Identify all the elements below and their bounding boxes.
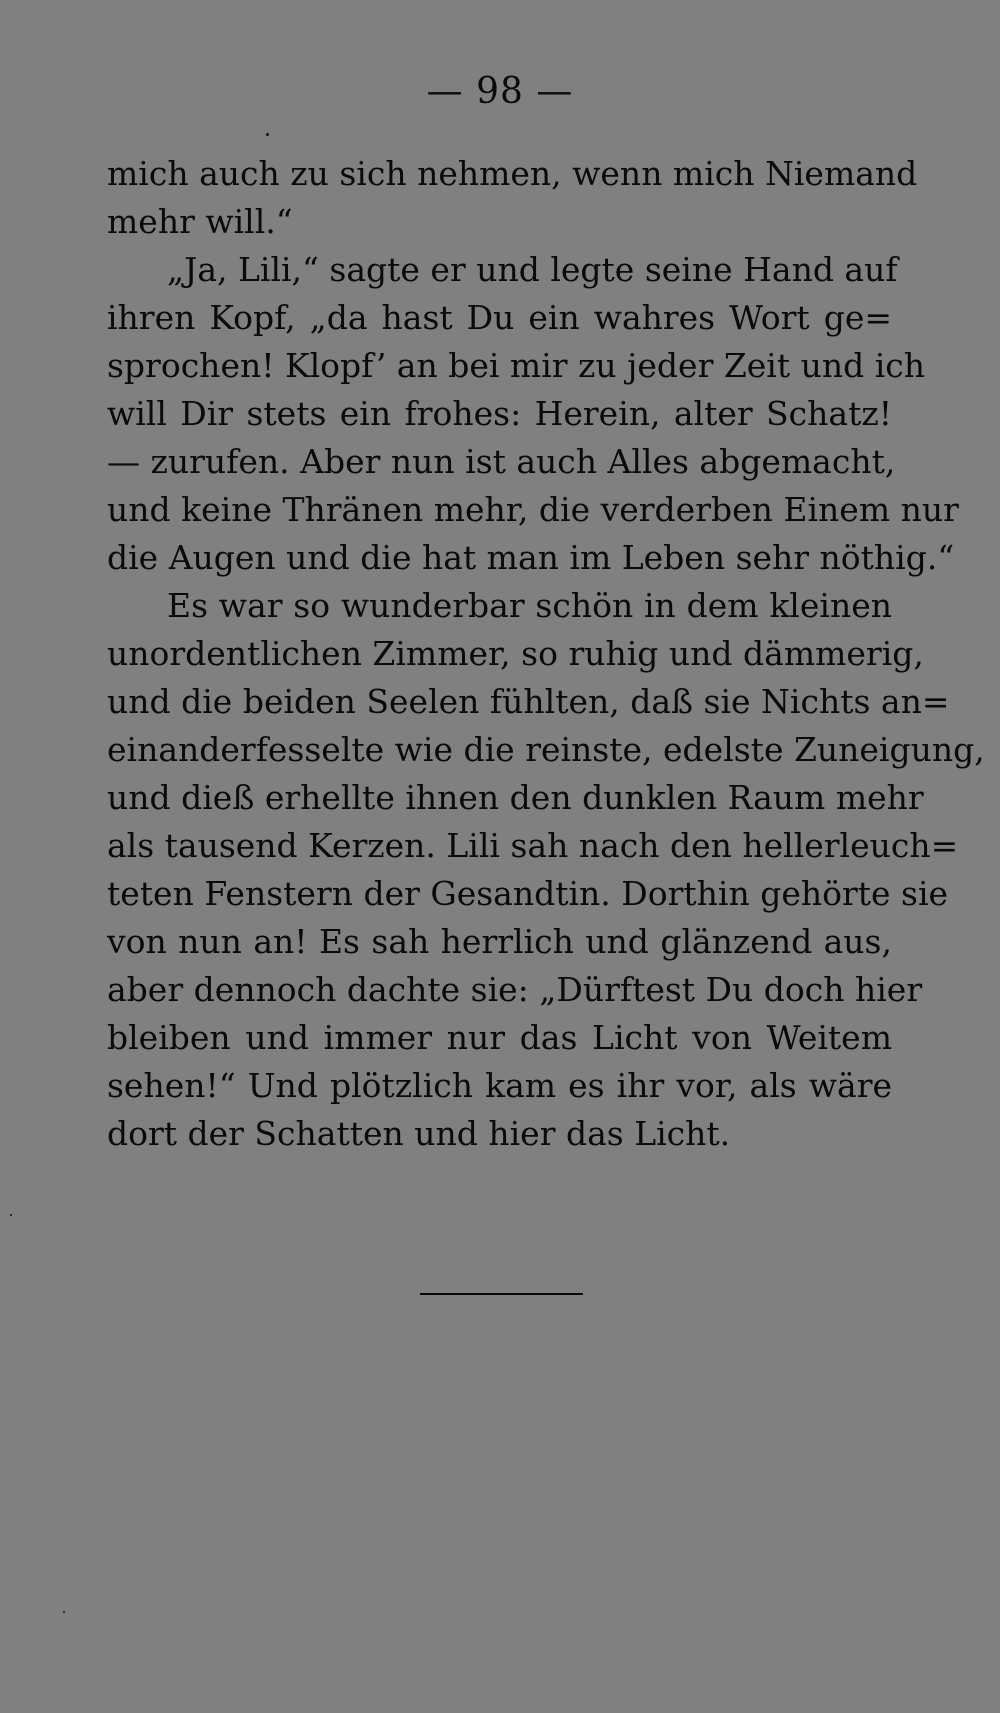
text-line: sprochen! Klopf’ an bei mir zu jeder Zeit und ich <box>107 346 926 385</box>
text-line: einanderfesselte wie die reinste, edelste Zuneigung, <box>107 730 985 769</box>
text-line: sehen!“ Und plötzlich kam es ihr vor, als wäre <box>107 1066 892 1105</box>
print-speck <box>63 1611 65 1613</box>
text-line: von nun an! Es sah herrlich und glänzend aus, <box>107 922 892 961</box>
body-text <box>107 150 985 1158</box>
text-line: „Ja, Lili,“ sagte er und legte seine Hand auf <box>167 250 898 289</box>
text-line: und die beiden Seelen fühlten, daß sie Nichts an= <box>107 682 950 721</box>
text-line: dort der Schatten und hier das Licht. <box>107 1114 731 1153</box>
text-line: als tausend Kerzen. Lili sah nach den hellerleuch= <box>107 826 959 865</box>
text-line: aber dennoch dachte sie: „Dürftest Du doch hier <box>107 970 923 1009</box>
text-line: will Dir stets ein frohes: Herein, alter Schatz! <box>107 394 892 433</box>
text-line: und keine Thränen mehr, die verderben Einem nur <box>107 490 959 529</box>
text-line: und dieß erhellte ihnen den dunklen Raum mehr <box>107 778 924 817</box>
text-line: mich auch zu sich nehmen, wenn mich Niemand <box>107 154 918 193</box>
print-speck <box>266 133 269 136</box>
text-line: Es war so wunderbar schön in dem kleinen <box>167 586 892 625</box>
text-line: ihren Kopf, „da hast Du ein wahres Wort ge= <box>107 298 892 337</box>
text-line: unordentlichen Zimmer, so ruhig und dämmerig, <box>107 634 924 673</box>
section-divider <box>420 1293 583 1295</box>
print-speck <box>10 1214 12 1216</box>
page-number: — 98 — <box>426 71 574 112</box>
text-line: — zurufen. Aber nun ist auch Alles abgemacht, <box>107 442 896 481</box>
text-line: bleiben und immer nur das Licht von Weitem <box>107 1018 892 1057</box>
text-line: die Augen und die hat man im Leben sehr nöthig.“ <box>107 538 955 577</box>
text-line: teten Fenstern der Gesandtin. Dorthin gehörte sie <box>107 874 949 913</box>
text-line: mehr will.“ <box>107 202 293 241</box>
